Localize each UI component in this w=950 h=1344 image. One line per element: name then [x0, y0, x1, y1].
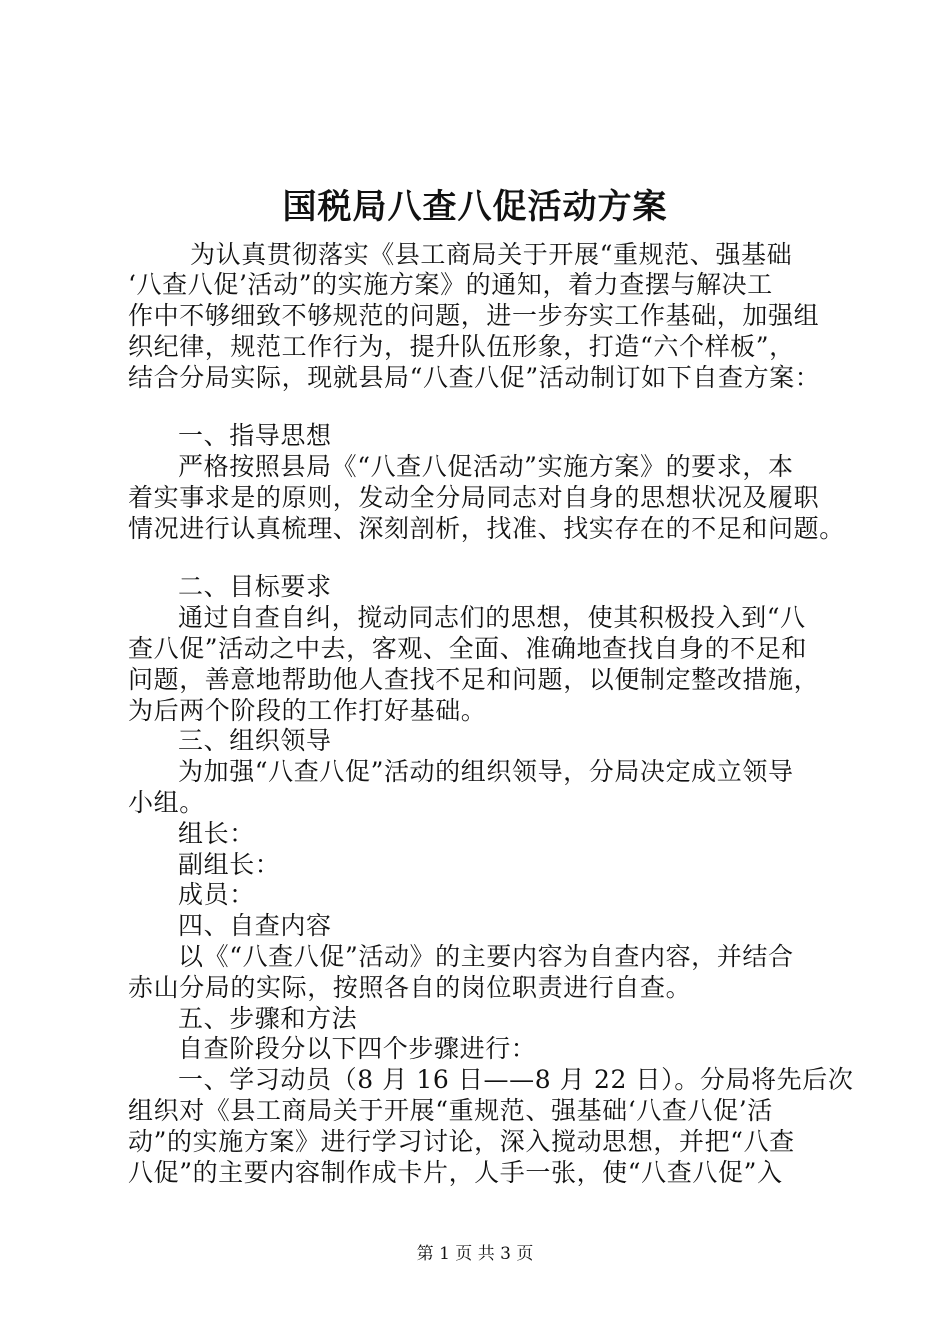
- document-title: 国税局八查八促活动方案: [282, 187, 668, 227]
- paragraph-line: ‘八查八促’活动”的实施方案》的通知，着力查摆与解决工: [128, 270, 773, 299]
- paragraph-line: 为后两个阶段的工作打好基础。: [128, 696, 487, 725]
- paragraph-line: 结合分局实际，现就县局“八查八促”活动制订如下自查方案：: [128, 363, 821, 392]
- page-footer: 第 1 页 共 3 页: [416, 1244, 534, 1264]
- paragraph-line: 组织对《县工商局关于开展“重规范、强基础‘八查八促’活: [128, 1096, 773, 1125]
- paragraph-line: 赤山分局的实际，按照各自的岗位职责进行自查。: [128, 973, 692, 1002]
- paragraph-line: 自查阶段分以下四个步骤进行：: [178, 1034, 537, 1063]
- paragraph-line: 通过自查自纠，搅动同志们的思想，使其积极投入到“八: [178, 603, 806, 632]
- paragraph-line: 情况进行认真梳理、深刻剖析，找准、找实存在的不足和问题。: [128, 514, 845, 543]
- paragraph-line: 严格按照县局《“八查八促活动”实施方案》的要求，本: [178, 452, 794, 481]
- paragraph-line: 问题，善意地帮助他人查找不足和问题，以便制定整改措施，: [128, 665, 820, 694]
- paragraph-line: 为认真贯彻落实《县工商局关于开展“重规范、强基础: [190, 240, 793, 269]
- section-heading: 一、指导思想: [178, 421, 332, 450]
- section-heading: 四、自查内容: [178, 911, 332, 940]
- paragraph-line: 成员：: [178, 880, 255, 909]
- paragraph-line: 八促”的主要内容制作成卡片，人手一张，使“八查八促”入: [128, 1158, 783, 1187]
- section-heading: 二、目标要求: [178, 572, 332, 601]
- paragraph-line: 副组长：: [178, 850, 281, 879]
- paragraph-line: 一、学习动员（8 月 16 日——8 月 22 日）。分局将先后次: [178, 1065, 854, 1094]
- paragraph-line: 小组。: [128, 788, 205, 817]
- paragraph-line: 组长：: [178, 819, 255, 848]
- section-heading: 五、步骤和方法: [178, 1004, 358, 1033]
- section-heading: 三、组织领导: [178, 726, 332, 755]
- paragraph-line: 查八促”活动之中去，客观、全面、准确地查找自身的不足和: [128, 634, 807, 663]
- paragraph-line: 以《“八查八促”活动》的主要内容为自查内容，并结合: [178, 942, 794, 971]
- paragraph-line: 为加强“八查八促”活动的组织领导，分局决定成立领导: [178, 757, 794, 786]
- paragraph-line: 作中不够细致不够规范的问题，进一步夯实工作基础，加强组: [128, 301, 820, 330]
- paragraph-line: 织纪律，规范工作行为，提升队伍形象，打造“六个样板”，: [128, 332, 795, 361]
- paragraph-line: 着实事求是的原则，发动全分局同志对自身的思想状况及履职: [128, 483, 820, 512]
- paragraph-line: 动”的实施方案》进行学习讨论，深入搅动思想，并把“八查: [128, 1127, 795, 1156]
